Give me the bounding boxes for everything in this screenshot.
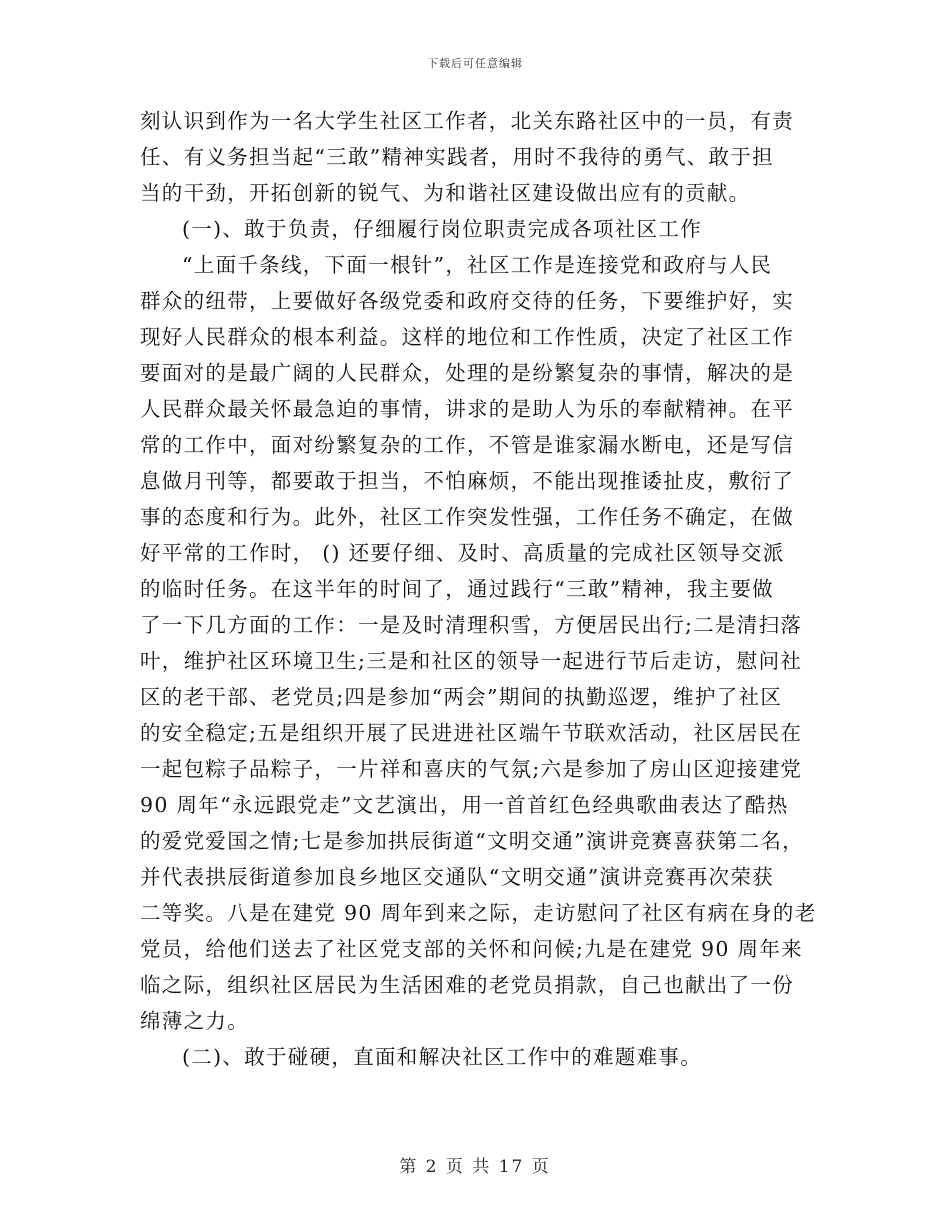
- paragraph-line: 好平常的工作时， () 还要仔细、及时、高质量的完成社区领导交派: [140, 541, 785, 565]
- paragraph-line: 要面对的是最广阔的人民群众，处理的是纷繁复杂的事情，解决的是: [140, 361, 794, 385]
- paragraph-line: 的临时任务。在这半年的时间了，通过践行“三敢”精神，我主要做: [140, 577, 774, 601]
- paragraph-line: 息做月刊等，都要敢于担当，不怕麻烦，不能出现推诿扯皮，敷衍了: [140, 469, 794, 493]
- paragraph-line: 任、有义务担当起“三敢”精神实践者，用时不我待的勇气、敢于担: [140, 145, 774, 169]
- paragraph-first-line: “上面千条线，下面一根针”，社区工作是连接党和政府与人民: [182, 253, 773, 277]
- paragraph-first-line: (二)、敢于碰硬，直面和解决社区工作中的难题难事。: [182, 1045, 702, 1069]
- paragraph-line: 的爱党爱国之情;七是参加拱辰街道“文明交通”演讲竞赛喜获第二名，: [140, 829, 804, 853]
- paragraph-line: 事的态度和行为。此外，社区工作突发性强，工作任务不确定，在做: [140, 505, 794, 529]
- paragraph-line: 党员，给他们送去了社区党支部的关怀和问候;九是在建党 90 周年来: [140, 937, 803, 961]
- paragraph-line: 一起包粽子品粽子，一片祥和喜庆的气氛;六是参加了房山区迎接建党: [140, 757, 803, 781]
- page-number-footer: 第 2 页 共 17 页: [399, 1157, 551, 1177]
- paragraph-line: 人民群众最关怀最急迫的事情，讲求的是助人为乐的奉献精神。在平: [140, 397, 794, 421]
- paragraph-line: 了一下几方面的工作：一是及时清理积雪，方便居民出行;二是清扫落: [140, 613, 803, 637]
- paragraph-first-line: (一)、敢于负责，仔细履行岗位职责完成各项社区工作: [182, 217, 702, 241]
- paragraph-line: 临之际，组织社区居民为生活困难的老党员捐款，自己也献出了一份: [140, 973, 794, 997]
- paragraph-line: 绵薄之力。: [140, 1009, 249, 1033]
- paragraph-line: 区的老干部、老党员;四是参加“两会”期间的执勤巡逻，维护了社区: [140, 685, 783, 709]
- paragraph-line: 现好人民群众的根本利益。这样的地位和工作性质，决定了社区工作: [140, 325, 794, 349]
- page-header-note: 下载后可任意编辑: [427, 57, 523, 70]
- paragraph-line: 刻认识到作为一名大学生社区工作者，北关东路社区中的一员，有责: [140, 109, 794, 133]
- paragraph-line: 常的工作中，面对纷繁复杂的工作，不管是谁家漏水断电，还是写信: [140, 433, 794, 457]
- paragraph-line: 的安全稳定;五是组织开展了民进进社区端午节联欢活动，社区居民在: [140, 721, 803, 745]
- paragraph-line: 叶，维护社区环境卫生;三是和社区的领导一起进行节后走访，慰问社: [140, 649, 803, 673]
- paragraph-line: 群众的纽带，上要做好各级党委和政府交待的任务，下要维护好，实: [140, 289, 794, 313]
- paragraph-line: 90 周年“永远跟党走”文艺演出，用一首首红色经典歌曲表达了酷热: [140, 793, 789, 817]
- document-body: [140, 103, 817, 1075]
- paragraph-line: 二等奖。八是在建党 90 周年到来之际，走访慰问了社区有病在身的老: [140, 901, 817, 925]
- paragraph-line: 并代表拱辰街道参加良乡地区交通队“文明交通”演讲竞赛再次荣获: [140, 865, 774, 889]
- paragraph-line: 当的干劲，开拓创新的锐气、为和谐社区建设做出应有的贡献。: [140, 181, 751, 205]
